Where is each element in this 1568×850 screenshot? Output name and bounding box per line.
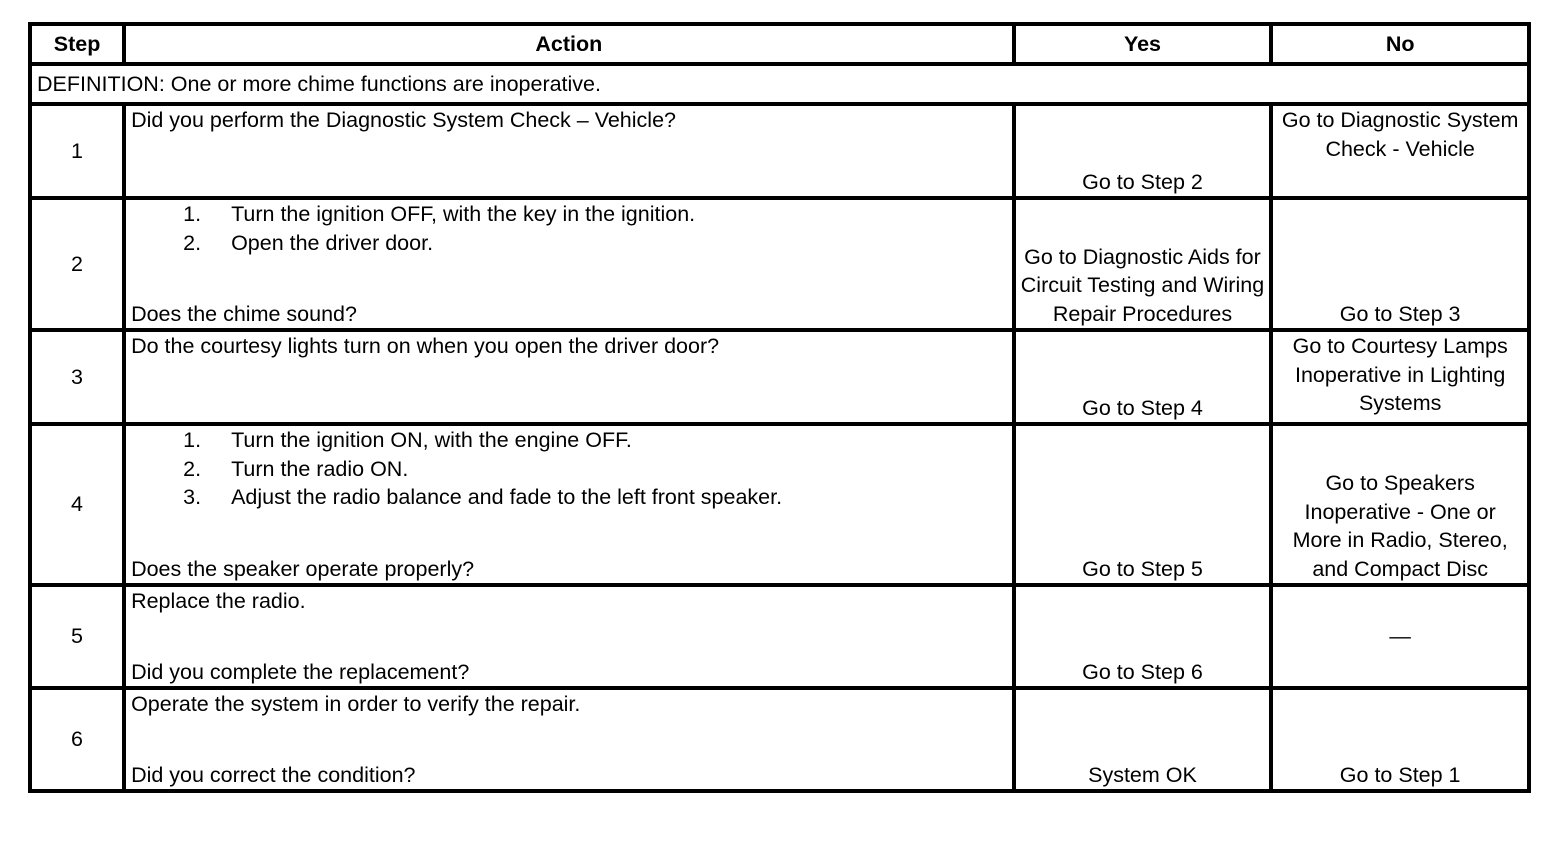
action-question: Did you correct the condition? (131, 762, 416, 787)
action-cell (124, 104, 1014, 198)
action-cell (124, 585, 1014, 688)
no-cell: — (1271, 585, 1529, 688)
list-item (131, 483, 1007, 512)
definition-text: DEFINITION: One or more chime functions are inoperative. (30, 64, 1529, 104)
header-no: No (1271, 24, 1529, 64)
action-question: Did you perform the Diagnostic System Check – Vehicle? (131, 108, 676, 132)
table-row (30, 688, 1529, 791)
step-number: 1 (30, 104, 124, 198)
table-row (30, 585, 1529, 688)
header-yes: Yes (1014, 24, 1272, 64)
table-row (30, 198, 1529, 330)
action-question: Did you complete the replacement? (131, 659, 470, 684)
list-item-number: 2. (183, 456, 202, 481)
action-question: Does the speaker operate properly? (131, 556, 475, 581)
list-item-text: Adjust the radio balance and fade to the left front speaker. (231, 485, 783, 509)
header-action: Action (124, 24, 1014, 64)
list-item-number: 2. (183, 230, 202, 255)
step-number: 5 (30, 585, 124, 688)
action-steps (131, 426, 1007, 512)
no-cell: Go to Diagnostic System Check - Vehicle (1271, 104, 1529, 198)
yes-cell: Go to Step 6 (1014, 585, 1272, 688)
yes-cell: System OK (1014, 688, 1272, 791)
diagnostic-table (28, 22, 1531, 793)
action-steps (131, 200, 1007, 257)
step-number: 3 (30, 330, 124, 424)
list-item (131, 229, 1007, 258)
yes-cell: Go to Step 5 (1014, 424, 1272, 585)
yes-cell: Go to Diagnostic Aids for Circuit Testing and Wiring Repair Procedures (1014, 198, 1272, 330)
header-step: Step (30, 24, 124, 64)
action-instruction: Operate the system in order to verify the repair. (131, 692, 581, 716)
step-number: 4 (30, 424, 124, 585)
action-cell (124, 688, 1014, 791)
list-item-text: Turn the radio ON. (231, 456, 409, 481)
action-cell (124, 198, 1014, 330)
no-cell: Go to Step 1 (1271, 688, 1529, 791)
list-item-text: Turn the ignition ON, with the engine OFF. (231, 428, 632, 452)
yes-cell: Go to Step 4 (1014, 330, 1272, 424)
action-question: Does the chime sound? (131, 301, 357, 326)
yes-cell: Go to Step 2 (1014, 104, 1272, 198)
definition-row (30, 64, 1529, 104)
table-row (30, 104, 1529, 198)
no-cell: Go to Courtesy Lamps Inoperative in Lighting Systems (1271, 330, 1529, 424)
table-row (30, 424, 1529, 585)
action-cell (124, 424, 1014, 585)
list-item-number: 1. (183, 202, 202, 226)
step-number: 6 (30, 688, 124, 791)
table-row (30, 330, 1529, 424)
action-cell (124, 330, 1014, 424)
step-number: 2 (30, 198, 124, 330)
no-cell: Go to Step 3 (1271, 198, 1529, 330)
action-question: Do the courtesy lights turn on when you open the driver door? (131, 334, 720, 358)
list-item-text: Turn the ignition OFF, with the key in the ignition. (231, 202, 696, 226)
list-item-number: 1. (183, 428, 202, 452)
list-item (131, 455, 1007, 484)
list-item-number: 3. (183, 485, 202, 509)
header-row (30, 24, 1529, 64)
action-instruction: Replace the radio. (131, 589, 306, 613)
no-cell: Go to Speakers Inoperative - One or More in Radio, Stereo, and Compact Disc (1271, 424, 1529, 585)
list-item (131, 200, 1007, 229)
list-item-text: Open the driver door. (231, 230, 434, 255)
list-item (131, 426, 1007, 455)
